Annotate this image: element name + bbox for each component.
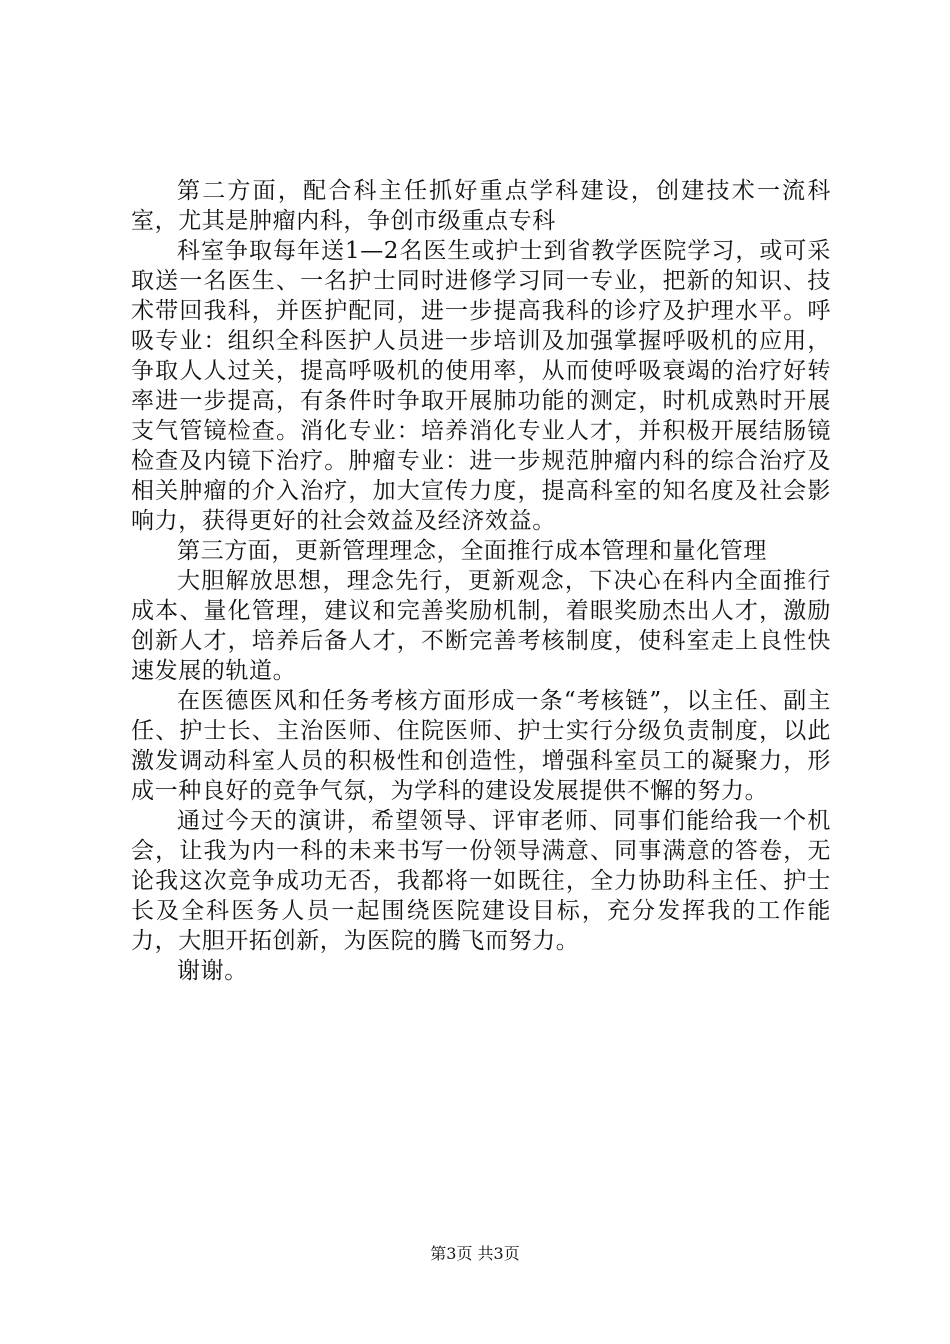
paragraph-training-plan: 科室争取每年送1—2名医生或护士到省教学医院学习，或可采取送一名医生、一名护士同时进修学习同一专业，把新的知识、技术带回我科，并医护配同，进一步提高我科的诊疗及护理水平。呼吸专业：组织全科医护人员进一步培训及加强掌握呼吸机的应用，争取人人过关，提高呼吸机的使用率，从而使呼吸衰竭的治疗好转率进一步提高，有条件时争取开展肺功能的测定，时机成熟时开展支气管镜检查。消化专业：培养消化专业人才，并积极开展结肠镜检查及内镜下治疗。肿瘤专业：进一步规范肿瘤内科的综合治疗及相关肿瘤的介入治疗，加大宣传力度，提高科室的知名度及社会影响力，获得更好的社会效益及经济效益。: [131, 238, 831, 534]
paragraph-management-reform: 大胆解放思想，理念先行，更新观念，下决心在科内全面推行成本、量化管理，建议和完善奖励机制，着眼奖励杰出人才，激励创新人才，培养后备人才，不断完善考核制度，使科室走上良性快速发展的轨道。: [131, 568, 831, 684]
paragraph-third-aspect-heading: 第三方面，更新管理理念，全面推行成本管理和量化管理: [177, 538, 767, 564]
paragraph-closing-speech: 通过今天的演讲，希望领导、评审老师、同事们能给我一个机会，让我为内一科的未来书写一份领导满意、同事满意的答卷，无论我这次竞争成功无否，我都将一如既往，全力协助科主任、护士长及全科医务人员一起围绕医院建设目标，充分发挥我的工作能力，大胆开拓创新，为医院的腾飞而努力。: [131, 808, 831, 954]
paragraph-second-aspect-heading: 第二方面，配合科主任抓好重点学科建设，创建技术一流科室，尤其是肿瘤内科，争创市级重点专科: [131, 178, 831, 234]
paragraph-assessment-chain: 在医德医风和任务考核方面形成一条“考核链”，以主任、副主任、护士长、主治医师、住院医师、护士实行分级负责制度，以此激发调动科室人员的积极性和创造性，增强科室员工的凝聚力，形成一种良好的竞争气氛，为学科的建设发展提供不懈的努力。: [131, 688, 831, 804]
page-number-footer: 第3页 共3页: [430, 1244, 520, 1263]
document-body: [131, 176, 831, 986]
paragraph-thanks: 谢谢。: [177, 958, 248, 984]
